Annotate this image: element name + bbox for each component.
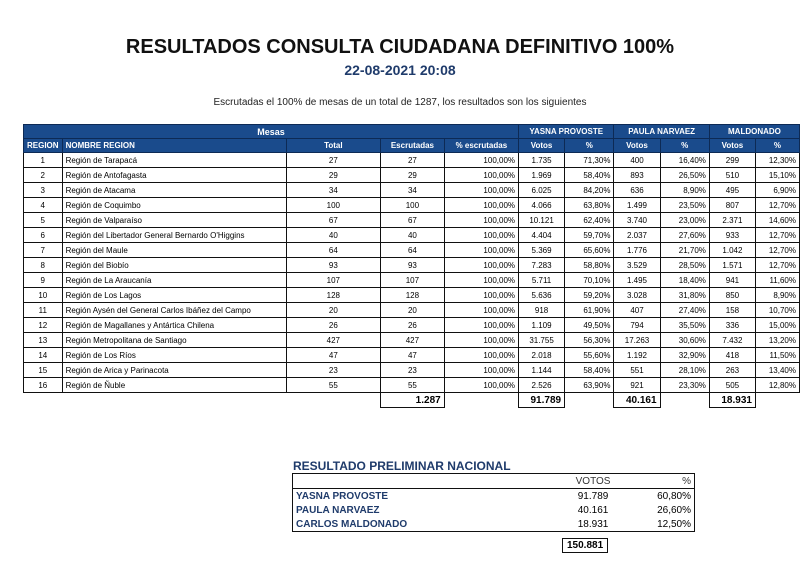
table-row — [24, 288, 800, 303]
table-cell: 6,90% — [755, 183, 799, 198]
table-row — [24, 258, 800, 273]
table-row — [24, 273, 800, 288]
table-cell: 636 — [614, 183, 660, 198]
table-cell: 8,90% — [755, 288, 799, 303]
table-row — [24, 168, 800, 183]
table-cell: 27,60% — [660, 228, 709, 243]
table-row — [24, 348, 800, 363]
table-cell: 27 — [286, 153, 381, 168]
table-cell: 12,70% — [755, 198, 799, 213]
table-cell: 7.432 — [709, 333, 755, 348]
group-mesas: Mesas — [24, 125, 519, 139]
table-cell: 31.755 — [519, 333, 565, 348]
table-cell: 100,00% — [444, 243, 518, 258]
table-cell: 70,10% — [565, 273, 614, 288]
table-cell: 28,50% — [660, 258, 709, 273]
table-cell: 100,00% — [444, 348, 518, 363]
table-cell: 14 — [24, 348, 63, 363]
table-cell: 299 — [709, 153, 755, 168]
candidate-name: YASNA PROVOSTE — [296, 490, 389, 502]
table-cell: 30,60% — [660, 333, 709, 348]
table-cell: 17.263 — [614, 333, 660, 348]
table-cell: 100,00% — [444, 213, 518, 228]
table-cell: 56,30% — [565, 333, 614, 348]
table-cell: 3.740 — [614, 213, 660, 228]
summary-col-votos: VOTOS — [559, 474, 627, 489]
table-cell: 100,00% — [444, 258, 518, 273]
table-cell: 11 — [24, 303, 63, 318]
table-cell: 47 — [381, 348, 445, 363]
summary-total: 150.881 — [562, 538, 608, 553]
table-cell: 2.526 — [519, 378, 565, 393]
table-cell: 5 — [24, 213, 63, 228]
table-row — [24, 153, 800, 168]
column-header: Votos — [614, 139, 660, 153]
table-cell: 93 — [286, 258, 381, 273]
column-header: REGION — [24, 139, 63, 153]
table-cell: 23,30% — [660, 378, 709, 393]
summary-row — [293, 489, 695, 504]
candidate-pct: 60,80% — [657, 490, 691, 502]
table-cell: 128 — [286, 288, 381, 303]
table-cell: 55,60% — [565, 348, 614, 363]
table-cell: 12,80% — [755, 378, 799, 393]
table-cell: 2.037 — [614, 228, 660, 243]
table-cell: 59,20% — [565, 288, 614, 303]
table-cell: 84,20% — [565, 183, 614, 198]
group-candidate-1: YASNA PROVOSTE — [519, 125, 614, 139]
table-cell: 4.404 — [519, 228, 565, 243]
table-cell: 100,00% — [444, 183, 518, 198]
table-cell: 10 — [24, 288, 63, 303]
table-cell: 23,00% — [660, 213, 709, 228]
table-cell: 23,50% — [660, 198, 709, 213]
table-cell: Región de Coquimbo — [62, 198, 286, 213]
table-cell: Región de Antofagasta — [62, 168, 286, 183]
table-cell: 16,40% — [660, 153, 709, 168]
table-cell: Región Aysén del General Carlos Ibáñez del Campo — [62, 303, 286, 318]
table-cell: 64 — [286, 243, 381, 258]
table-cell: 918 — [519, 303, 565, 318]
table-cell: 100,00% — [444, 273, 518, 288]
table-cell: 13,40% — [755, 363, 799, 378]
candidate-votes: 40.161 — [577, 504, 609, 516]
summary-title: RESULTADO PRELIMINAR NACIONAL — [293, 459, 511, 473]
table-cell: 400 — [614, 153, 660, 168]
table-cell: 100,00% — [444, 228, 518, 243]
table-row — [24, 303, 800, 318]
table-cell: 26,50% — [660, 168, 709, 183]
table-cell: 1 — [24, 153, 63, 168]
table-cell: 58,40% — [565, 168, 614, 183]
table-cell: 13,20% — [755, 333, 799, 348]
table-cell: 32,90% — [660, 348, 709, 363]
table-cell: 427 — [286, 333, 381, 348]
table-cell: 26 — [286, 318, 381, 333]
table-row — [24, 228, 800, 243]
table-cell: 64 — [381, 243, 445, 258]
column-header: Escrutadas — [381, 139, 445, 153]
table-cell: 20 — [381, 303, 445, 318]
table-cell: 100,00% — [444, 378, 518, 393]
table-cell: 34 — [286, 183, 381, 198]
table-cell: 1.144 — [519, 363, 565, 378]
table-cell: 67 — [381, 213, 445, 228]
table-cell: 9 — [24, 273, 63, 288]
summary-row — [293, 517, 695, 532]
table-cell: 21,70% — [660, 243, 709, 258]
table-cell: 100,00% — [444, 168, 518, 183]
column-header: NOMBRE REGION — [62, 139, 286, 153]
table-cell: 4 — [24, 198, 63, 213]
table-cell: 100,00% — [444, 288, 518, 303]
table-cell: 100,00% — [444, 198, 518, 213]
table-cell: 63,90% — [565, 378, 614, 393]
table-cell: Región del Biobío — [62, 258, 286, 273]
table-cell: 3 — [24, 183, 63, 198]
table-cell: Región de Atacama — [62, 183, 286, 198]
table-cell: 71,30% — [565, 153, 614, 168]
table-cell: 29 — [381, 168, 445, 183]
candidate-pct: 26,60% — [657, 504, 691, 516]
table-cell: 12 — [24, 318, 63, 333]
table-cell: 1.571 — [709, 258, 755, 273]
table-cell: 14,60% — [755, 213, 799, 228]
column-header: % — [660, 139, 709, 153]
description: Escrutadas el 100% de mesas de un total de 1287, los resultados son los siguientes — [213, 97, 587, 108]
table-cell: 7 — [24, 243, 63, 258]
table-cell: Región Metropolitana de Santiago — [62, 333, 286, 348]
table-cell: 67 — [286, 213, 381, 228]
table-cell: 1.499 — [614, 198, 660, 213]
table-cell: 5.711 — [519, 273, 565, 288]
table-cell: Región de Arica y Parinacota — [62, 363, 286, 378]
table-cell: 63,80% — [565, 198, 614, 213]
table-cell: 794 — [614, 318, 660, 333]
table-cell: 20 — [286, 303, 381, 318]
table-cell: 26 — [381, 318, 445, 333]
table-cell: 23 — [381, 363, 445, 378]
total-candidate-1: 91.789 — [519, 393, 565, 408]
table-cell: 941 — [709, 273, 755, 288]
table-cell: 807 — [709, 198, 755, 213]
table-cell: 418 — [709, 348, 755, 363]
table-cell: 1.109 — [519, 318, 565, 333]
table-cell: 3.529 — [614, 258, 660, 273]
table-cell: Región de Ñuble — [62, 378, 286, 393]
table-cell: 107 — [381, 273, 445, 288]
column-header: % — [565, 139, 614, 153]
table-cell: 7.283 — [519, 258, 565, 273]
table-cell: 10.121 — [519, 213, 565, 228]
table-cell: 407 — [614, 303, 660, 318]
table-cell: 100 — [286, 198, 381, 213]
table-cell: 1.192 — [614, 348, 660, 363]
table-cell: 27,40% — [660, 303, 709, 318]
table-cell: 47 — [286, 348, 381, 363]
table-cell: 5.636 — [519, 288, 565, 303]
table-cell: 4.066 — [519, 198, 565, 213]
table-cell: 58,80% — [565, 258, 614, 273]
table-cell: 3.028 — [614, 288, 660, 303]
table-row — [24, 318, 800, 333]
results-table — [23, 124, 800, 408]
table-cell: 551 — [614, 363, 660, 378]
table-cell: Región de Los Ríos — [62, 348, 286, 363]
table-row — [24, 198, 800, 213]
table-cell: 29 — [286, 168, 381, 183]
candidate-name: CARLOS MALDONADO — [296, 518, 408, 530]
table-cell: 495 — [709, 183, 755, 198]
table-cell: 31,80% — [660, 288, 709, 303]
table-row — [24, 243, 800, 258]
table-cell: 55 — [381, 378, 445, 393]
summary-row — [293, 503, 695, 517]
table-cell: Región del Maule — [62, 243, 286, 258]
group-candidate-3: MALDONADO — [709, 125, 799, 139]
table-cell: 1.969 — [519, 168, 565, 183]
table-cell: Región de Magallanes y Antártica Chilena — [62, 318, 286, 333]
table-cell: 100,00% — [444, 153, 518, 168]
table-cell: 12,70% — [755, 243, 799, 258]
table-cell: 13 — [24, 333, 63, 348]
table-cell: 1.495 — [614, 273, 660, 288]
summary-table — [292, 473, 695, 532]
table-cell: 2.018 — [519, 348, 565, 363]
table-cell: 16 — [24, 378, 63, 393]
column-header: Votos — [519, 139, 565, 153]
table-cell: Región del Libertador General Bernardo O'Higgins — [62, 228, 286, 243]
datetime: 22-08-2021 20:08 — [344, 62, 456, 78]
table-cell: Región de Valparaíso — [62, 213, 286, 228]
table-cell: 8,90% — [660, 183, 709, 198]
table-cell: 893 — [614, 168, 660, 183]
candidate-votes: 18.931 — [577, 518, 609, 530]
table-cell: 158 — [709, 303, 755, 318]
column-header: Total — [286, 139, 381, 153]
table-cell: 12,70% — [755, 228, 799, 243]
table-cell: 5.369 — [519, 243, 565, 258]
candidate-name: PAULA NARVAEZ — [296, 504, 380, 516]
table-cell: 40 — [286, 228, 381, 243]
table-cell: 2.371 — [709, 213, 755, 228]
table-cell: 8 — [24, 258, 63, 273]
table-cell: 40 — [381, 228, 445, 243]
table-cell: Región de La Araucanía — [62, 273, 286, 288]
table-cell: 34 — [381, 183, 445, 198]
table-cell: 55 — [286, 378, 381, 393]
table-row — [24, 333, 800, 348]
group-candidate-2: PAULA NARVAEZ — [614, 125, 709, 139]
totals-row — [24, 393, 800, 408]
table-cell: 100 — [381, 198, 445, 213]
table-cell: 505 — [709, 378, 755, 393]
table-cell: 15,10% — [755, 168, 799, 183]
table-cell: 15 — [24, 363, 63, 378]
table-row — [24, 213, 800, 228]
table-cell: 61,90% — [565, 303, 614, 318]
table-cell: 62,40% — [565, 213, 614, 228]
table-cell: Región de Tarapacá — [62, 153, 286, 168]
column-header: % — [755, 139, 799, 153]
table-cell: 933 — [709, 228, 755, 243]
total-candidate-3: 18.931 — [709, 393, 755, 408]
column-header: % escrutadas — [444, 139, 518, 153]
column-header: Votos — [709, 139, 755, 153]
table-cell: 12,70% — [755, 258, 799, 273]
table-cell: 850 — [709, 288, 755, 303]
candidate-pct: 12,50% — [657, 518, 691, 530]
table-cell: 59,70% — [565, 228, 614, 243]
total-escrutadas: 1.287 — [381, 393, 445, 408]
table-cell: 58,40% — [565, 363, 614, 378]
table-row — [24, 183, 800, 198]
table-cell: 510 — [709, 168, 755, 183]
table-cell: 6 — [24, 228, 63, 243]
table-cell: 1.735 — [519, 153, 565, 168]
table-cell: 15,00% — [755, 318, 799, 333]
table-row — [24, 363, 800, 378]
table-cell: 128 — [381, 288, 445, 303]
table-row — [24, 378, 800, 393]
summary-col-pct: % — [627, 474, 694, 489]
candidate-votes: 91.789 — [577, 490, 609, 502]
table-cell: 427 — [381, 333, 445, 348]
table-cell: 11,60% — [755, 273, 799, 288]
table-cell: 1.776 — [614, 243, 660, 258]
table-cell: 6.025 — [519, 183, 565, 198]
page-title: RESULTADOS CONSULTA CIUDADANA DEFINITIVO 100% — [125, 36, 675, 58]
table-cell: Región de Los Lagos — [62, 288, 286, 303]
table-cell: 93 — [381, 258, 445, 273]
table-cell: 100,00% — [444, 318, 518, 333]
table-cell: 28,10% — [660, 363, 709, 378]
table-cell: 35,50% — [660, 318, 709, 333]
table-cell: 27 — [381, 153, 445, 168]
table-cell: 100,00% — [444, 303, 518, 318]
table-cell: 49,50% — [565, 318, 614, 333]
table-cell: 107 — [286, 273, 381, 288]
table-cell: 336 — [709, 318, 755, 333]
table-cell: 65,60% — [565, 243, 614, 258]
table-cell: 100,00% — [444, 363, 518, 378]
table-cell: 18,40% — [660, 273, 709, 288]
table-cell: 10,70% — [755, 303, 799, 318]
table-cell: 23 — [286, 363, 381, 378]
table-cell: 100,00% — [444, 333, 518, 348]
table-cell: 1.042 — [709, 243, 755, 258]
total-candidate-2: 40.161 — [614, 393, 660, 408]
table-cell: 2 — [24, 168, 63, 183]
table-cell: 263 — [709, 363, 755, 378]
table-cell: 921 — [614, 378, 660, 393]
table-cell: 11,50% — [755, 348, 799, 363]
table-cell: 12,30% — [755, 153, 799, 168]
